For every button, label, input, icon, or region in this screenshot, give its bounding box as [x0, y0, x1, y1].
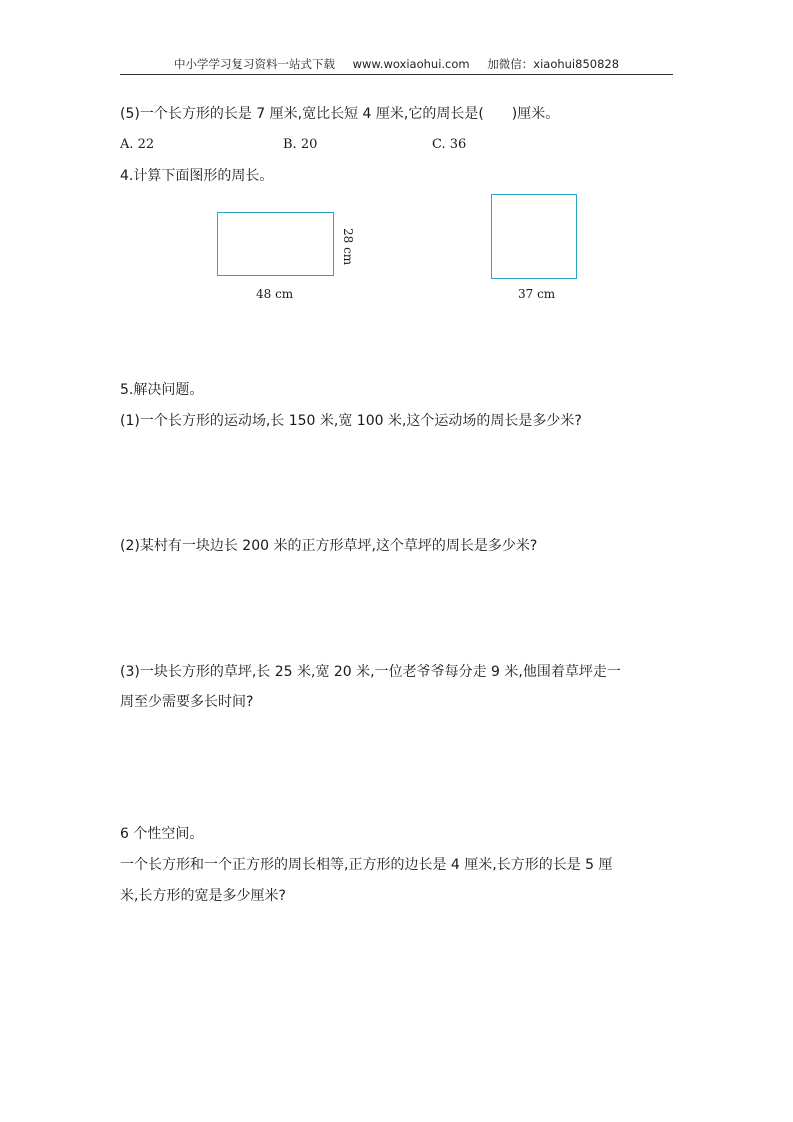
header-url: www.woxiaohui.com [352, 57, 470, 71]
question-5-3-line-1: (3)一块长方形的草坪,长 25 米,宽 20 米,一位老爷爷每分走 9 米,他围着草坪走一 [120, 664, 621, 680]
question-6-title: 6 个性空间。 [120, 826, 204, 842]
question-5-title: 5.解决问题。 [120, 382, 204, 398]
header-site-title: 中小学学习复习资料一站式下载 [173, 57, 335, 71]
header-divider [120, 74, 673, 75]
question-5-2: (2)某村有一块边长 200 米的正方形草坪,这个草坪的周长是多少米? [120, 538, 538, 554]
rectangle-figure [217, 212, 334, 276]
question-4-title: 4.计算下面图形的周长。 [120, 168, 274, 184]
question-3-5-stem: (5)一个长方形的长是 7 厘米,宽比长短 4 厘米,它的周长是( )厘米。 [120, 106, 560, 122]
question-5-1: (1)一个长方形的运动场,长 150 米,宽 100 米,这个运动场的周长是多少米? [120, 413, 582, 429]
header-wechat: 加微信：xiaohui850828 [487, 57, 620, 71]
option-b: B. 20 [283, 137, 318, 152]
question-5-3-line-2: 周至少需要多长时间? [120, 694, 254, 710]
square-figure [491, 194, 577, 279]
question-6-line-1: 一个长方形和一个正方形的周长相等,正方形的边长是 4 厘米,长方形的长是 5 厘 [120, 857, 613, 873]
square-side-label: 37 cm [518, 287, 556, 301]
rectangle-height-label: 28 cm [341, 228, 355, 266]
option-a: A. 22 [120, 137, 155, 152]
question-6-line-2: 米,长方形的宽是多少厘米? [120, 888, 286, 904]
option-c: C. 36 [432, 137, 467, 152]
page-header [120, 56, 673, 72]
rectangle-width-label: 48 cm [256, 287, 294, 301]
